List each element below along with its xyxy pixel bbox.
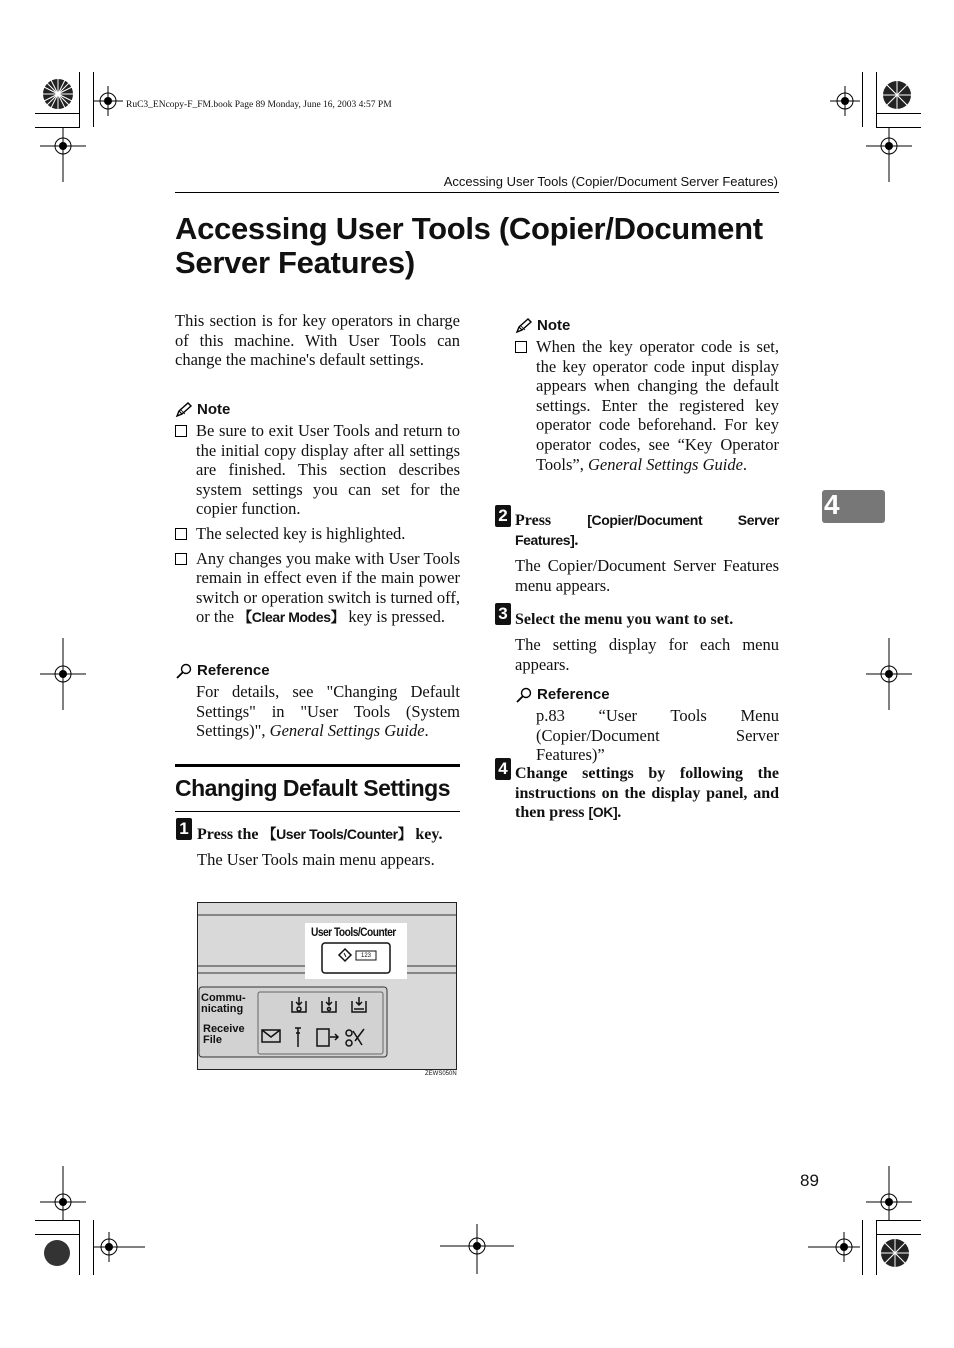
note-item — [515, 337, 779, 474]
note-heading-label: Note — [537, 317, 571, 334]
control-panel-illustration — [197, 902, 457, 1070]
note-block — [175, 401, 460, 628]
step-title-text: Change settings by following the instructions on the display panel, and then press — [515, 765, 779, 822]
step-body: The Copier/Document Server Features menu appears. — [515, 556, 779, 595]
crosshair-icon — [830, 86, 860, 116]
reference-heading-label: Reference — [197, 662, 270, 679]
receive-file-label-line2: File — [203, 1034, 222, 1046]
note-item-text: The selected key is highlighted. — [196, 523, 406, 543]
step-title — [197, 825, 461, 845]
note-item-text: Be sure to exit User Tools and return to the initial copy display after all settings are finished. This section describes system settings you can set for the copier function. — [196, 421, 460, 519]
guide-title: General Settings Guide — [588, 454, 743, 474]
step-number-badge: 4 — [495, 758, 511, 780]
reference-heading — [175, 662, 460, 679]
receive-file-label-line1: Receive — [203, 1023, 245, 1035]
section-heading-label: Changing Default Settings — [175, 775, 450, 801]
figure-code: ZEWS050N — [425, 1071, 457, 1077]
step-title-end: . — [617, 804, 622, 822]
note-item-text: Any changes you make with User Tools remain in effect even if the main power switch or operation switch is turned off, or the — [196, 548, 460, 627]
registration-circle-icon — [880, 78, 914, 112]
crosshair-icon — [93, 86, 123, 116]
guide-title: General Settings Guide — [269, 721, 425, 741]
header-rule — [175, 192, 779, 193]
step-title: Select the menu you want to set. — [515, 611, 734, 628]
crosshair-icon — [40, 128, 86, 182]
note-item — [175, 524, 460, 544]
crosshair-icon — [866, 128, 912, 182]
step-title — [515, 511, 779, 550]
ok-key-name: [OK] — [588, 804, 618, 821]
magnifier-icon — [515, 687, 533, 703]
step-body: The User Tools main menu appears. — [197, 850, 435, 869]
user-tools-key-name: 【User Tools/Counter】 — [262, 826, 412, 842]
note-item-text-end: . — [742, 454, 748, 474]
note-heading-label: Note — [197, 401, 231, 418]
receive-file-label — [203, 1024, 245, 1046]
step-title-text: Press the — [197, 826, 263, 843]
note-block-2 — [515, 317, 779, 474]
note-item — [175, 421, 460, 519]
page-title: Accessing User Tools (Copier/Document Server Features) — [175, 211, 763, 280]
communicating-label-line1: Commu- — [201, 992, 246, 1004]
crosshair-icon — [808, 1232, 860, 1262]
note-item-text: When the key operator code is set, the key operator code input display appears when changing the default settings. Enter the registered key operator code beforehand. For key operator codes, see “Key Operator Tools”, — [536, 337, 779, 474]
step-title-end: key. — [411, 826, 443, 843]
chapter-number: 4 — [824, 489, 840, 520]
step-title — [515, 764, 779, 823]
checkbox-bullet-icon — [175, 553, 187, 565]
section-heading — [175, 764, 460, 812]
chapter-tab — [822, 490, 885, 523]
intro-paragraph: This section is for key operators in charge of this machine. With User Tools can change the machine's default settings. — [175, 311, 460, 370]
step-title-end: . — [574, 531, 579, 549]
magnifier-icon — [175, 663, 193, 679]
step-body: The setting display for each menu appears. — [515, 635, 779, 674]
reference-block-2 — [515, 686, 779, 765]
registration-circle-icon — [40, 76, 76, 112]
checkbox-bullet-icon — [515, 341, 527, 353]
step-number-badge: 3 — [495, 603, 511, 625]
pencil-icon — [515, 318, 533, 334]
communicating-label-line2: nicating — [201, 1003, 244, 1015]
registration-circle-icon — [878, 1236, 912, 1270]
note-item-text-end: key is pressed. — [344, 607, 446, 627]
user-tools-key-label: User Tools/Counter — [311, 925, 396, 939]
crosshair-icon — [866, 638, 912, 710]
checkbox-bullet-icon — [175, 425, 187, 437]
note-item — [175, 549, 460, 628]
reference-heading — [515, 686, 779, 703]
crosshair-icon — [40, 1166, 86, 1220]
running-head: Accessing User Tools (Copier/Document Server Features) — [443, 174, 778, 189]
crosshair-icon — [866, 1166, 912, 1220]
counter-digits: 123 — [361, 953, 372, 959]
crosshair-icon — [93, 1232, 145, 1262]
reference-block — [175, 662, 460, 741]
note-heading — [175, 401, 460, 418]
reference-text-end: . — [424, 721, 429, 741]
step-number-badge: 1 — [176, 818, 192, 840]
reference-heading-label: Reference — [537, 686, 610, 703]
reference-text — [175, 682, 460, 741]
status-indicator-icons — [290, 995, 370, 1017]
communicating-label — [201, 993, 246, 1015]
file-stamp: RuC3_ENcopy-F_FM.book Page 89 Monday, June 16, 2003 4:57 PM — [126, 100, 392, 110]
page-number: 89 — [800, 1171, 819, 1190]
step-number-badge: 2 — [495, 505, 511, 527]
reference-link-text[interactable]: p.83 “User Tools Menu (Copier/Document Server Features)” — [536, 706, 779, 765]
reference-text-body: For details, see "Changing Default Settings" in "User Tools (System Settings)", — [196, 682, 460, 741]
function-key-icons — [260, 1025, 372, 1049]
clear-modes-key-name: 【Clear Modes】 — [238, 609, 345, 626]
step-title-text: Press — [515, 512, 588, 529]
crosshair-icon — [440, 1224, 514, 1274]
pencil-icon — [175, 402, 193, 418]
registration-circle-icon — [42, 1238, 72, 1268]
crosshair-icon — [40, 638, 86, 710]
copier-features-key-name: [Copier/Document Server Features] — [515, 512, 780, 548]
checkbox-bullet-icon — [175, 528, 187, 540]
note-heading — [515, 317, 779, 334]
